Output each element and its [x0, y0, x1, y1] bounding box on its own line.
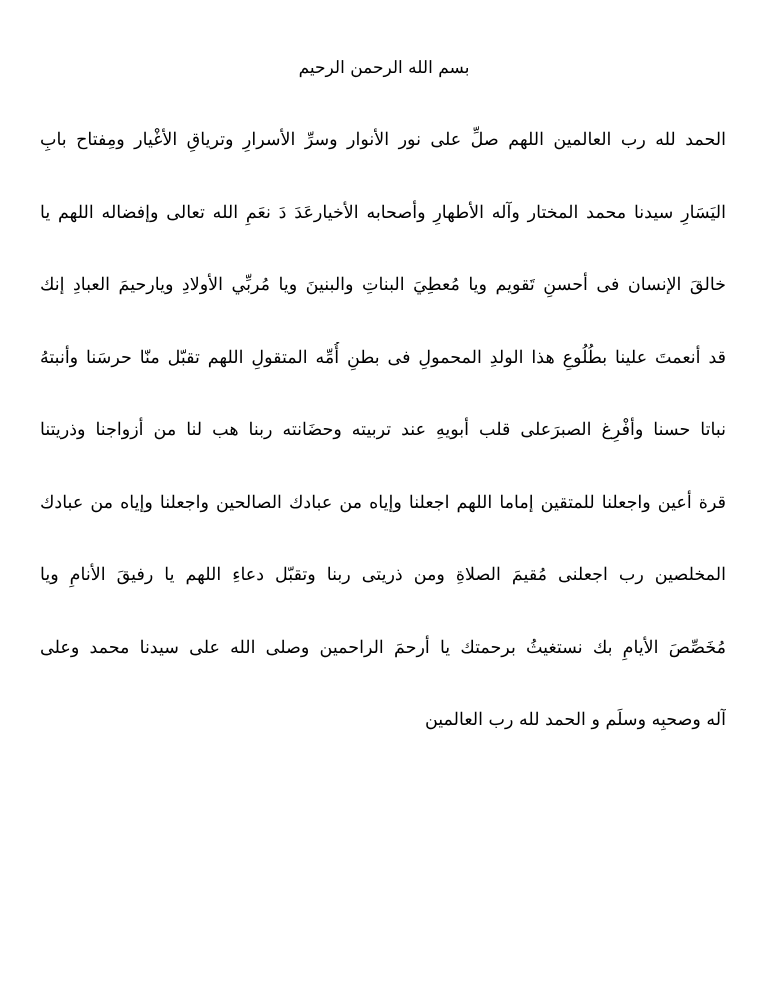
text-line: المخلصين رب اجعلنى مُقيمَ الصلاةِ ومن ذريتى ربنا وتقبّل دعاءِ اللهم يا رفيقَ الأنامِ ويا	[40, 565, 726, 585]
text-line: خالقَ الإنسان فى أحسنِ تَقويم ويا مُعطِيَ البناتِ والبنينَ ويا مُربِّي الأولادِ ويارحيمَ العبادِ إنك	[40, 275, 726, 295]
text-line: الحمد لله رب العالمين اللهم صلِّ على نور الأنوار وسرِّ الأسرارِ وترياقِ الأغْيار ومِفتاح بابِ	[40, 130, 726, 150]
text-line: نباتا حسنا وأفْرِغ الصبرَعلى قلب أبويهِ عند تربيته وحضَانته ربنا هب لنا من أزواجنا وذريتنا	[40, 420, 726, 440]
text-line: مُخَصِّصَ الأيامِ بك نستغيثُ برحمتك يا أرحمَ الراحمين وصلى الله على سيدنا محمد وعلى	[40, 637, 726, 658]
text-line: قرة أعين واجعلنا للمتقين إماما اللهم اجعلنا وإياه من عبادك الصالحين واجعلنا وإياه من عبادك	[40, 492, 726, 513]
text-line: قد أنعمتَ علينا بطُلُوعِ هذا الولدِ المحمولِ فى بطنِ أُمِّه المتقولِ اللهم تقبّل منّا حرسَنا وأنبتهُ	[40, 347, 726, 368]
text-line-last: آله وصحبِه وسلَم و الحمد لله رب العالمين	[424, 710, 726, 730]
basmala-heading: بسم الله الرحمن الرحيم	[298, 58, 470, 78]
prayer-text	[40, 124, 726, 777]
text-line: اليَسَارِ سيدنا محمد المختار وآله الأطهارِ وأصحابه الأخيارعَدَ دَ نعَمِ الله تعالى وإفضاله اللهم يا	[40, 202, 726, 223]
